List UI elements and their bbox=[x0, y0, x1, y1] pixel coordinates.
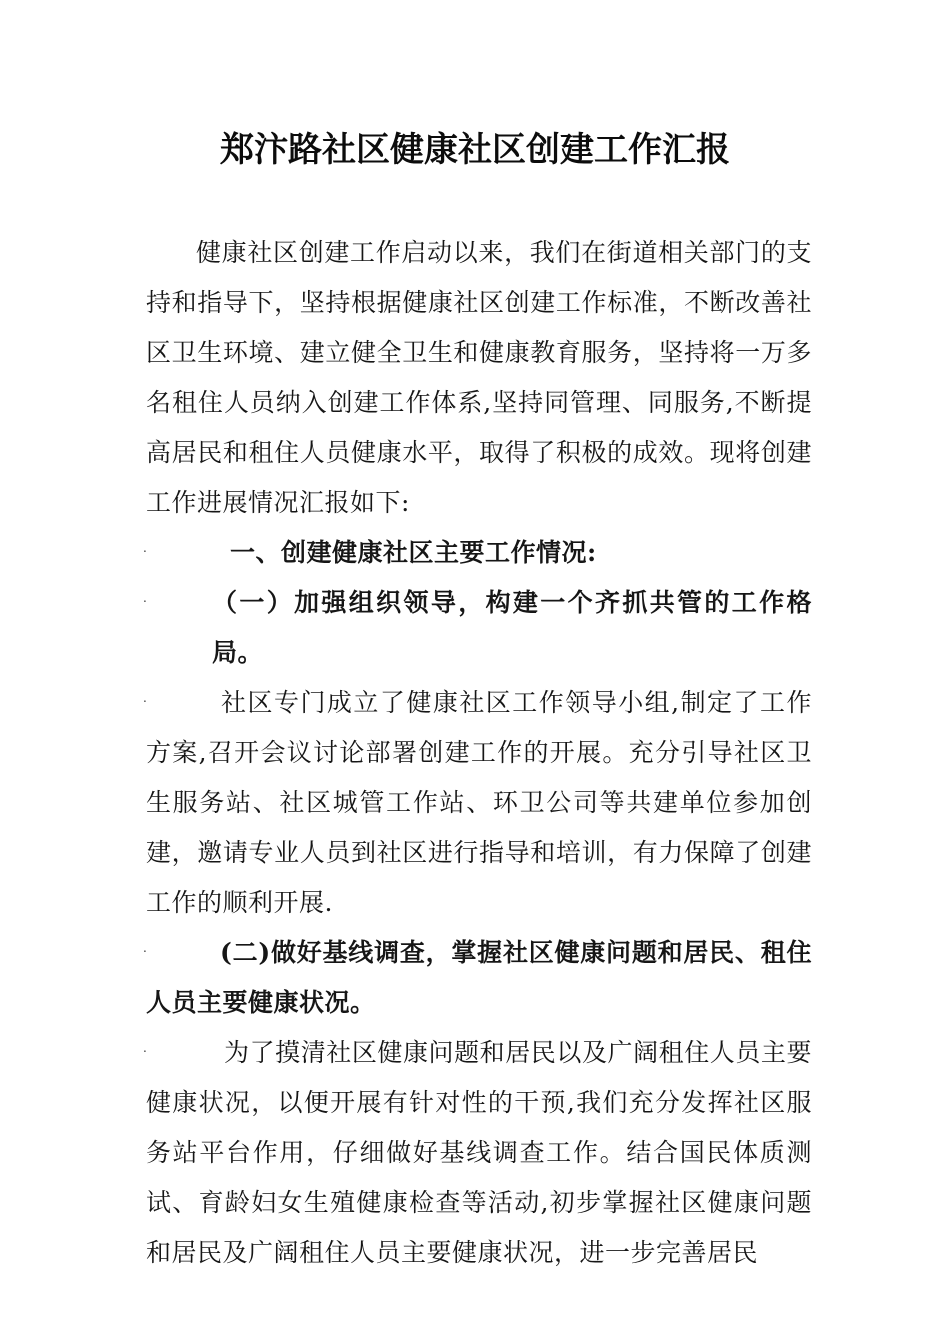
intro-paragraph: 健康社区创建工作启动以来，我们在街道相关部门的支持和指导下，坚持根据健康社区创建工作标准，不断改善社区卫生环境、建立健全卫生和健康教育服务，坚持将一万多名租住人员纳入创建工作体系,坚持同管理、同服务,不断提高居民和租住人员健康水平，取得了积极的成效。现将创建工作进展情况汇报如下: bbox=[146, 238, 812, 517]
subsection-2-body-text: 为了摸清社区健康问题和居民以及广阔租住人员主要健康状况，以便开展有针对性的干预,我们充分发挥社区服务站平台作用，仔细做好基线调查工作。结合国民体质测试、育龄妇女生殖健康检查等活动,初步掌握社区健康问题和居民及广阔租住人员主要健康状况，进一步完善居民 bbox=[146, 1038, 812, 1267]
section-heading-1 bbox=[143, 528, 812, 578]
section-heading-1-text: 一、创建健康社区主要工作情况: bbox=[230, 538, 597, 567]
subsection-heading-1-text: （一）加强组织领导，构建一个齐抓共管的工作格局。 bbox=[212, 588, 812, 667]
paragraph-mark: . bbox=[143, 941, 148, 955]
document-title: 郑汴路社区健康社区创建工作汇报 bbox=[220, 130, 730, 170]
paragraph-mark: . bbox=[143, 541, 148, 555]
paragraph-mark: . bbox=[143, 691, 148, 705]
paragraph-mark: . bbox=[143, 1041, 148, 1055]
subsection-heading-1 bbox=[143, 578, 812, 678]
subsection-1-body-text: 社区专门成立了健康社区工作领导小组,制定了工作方案,召开会议讨论部署创建工作的开展。充分引导社区卫生服务站、社区城管工作站、环卫公司等共建单位参加创建，邀请专业人员到社区进行指导和培训，有力保障了创建工作的顺利开展. bbox=[146, 688, 812, 917]
paragraph-mark: . bbox=[143, 591, 148, 605]
subsection-2-paragraph bbox=[143, 1028, 812, 1278]
subsection-heading-2-text: (二)做好基线调查，掌握社区健康问题和居民、租住人员主要健康状况。 bbox=[146, 938, 812, 1017]
subsection-1-paragraph bbox=[143, 678, 812, 928]
document-body bbox=[143, 228, 812, 1278]
subsection-heading-2 bbox=[143, 928, 812, 1028]
